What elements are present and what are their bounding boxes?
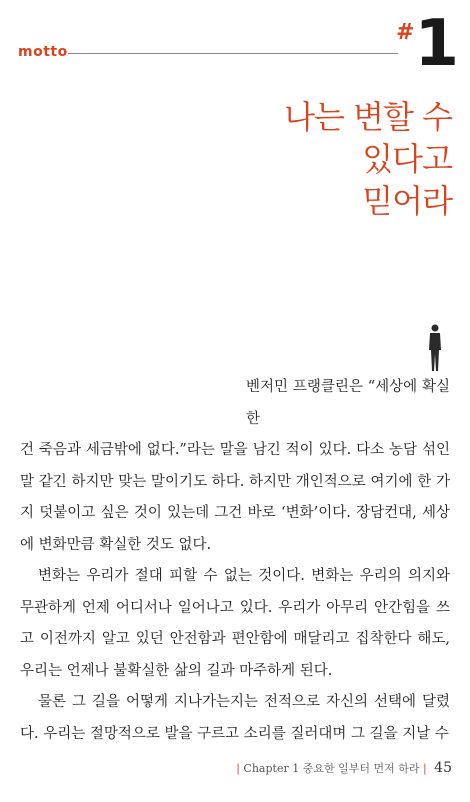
headline-line-2: 있다고 <box>362 140 452 178</box>
hash-mark: # <box>396 20 415 45</box>
paragraph-3: 물론 그 길을 어떻게 지나가는지는 전적으로 자신의 선택에 달렸다. 우리는 절망적으로 발을 구르고 소리를 질러대며 그 길을 지날 수 <box>20 694 450 742</box>
headline <box>284 96 452 222</box>
footer-bar-left: | <box>236 762 240 775</box>
person-silhouette-icon <box>425 324 445 374</box>
page-footer <box>236 760 452 776</box>
paragraph-1-first-line: 벤저민 프랭클린은 “세상에 확실한 <box>246 379 450 427</box>
footer-chapter-text: Chapter 1 중요한 일부터 먼저 하라 <box>243 762 420 775</box>
footer-bar-right: | <box>422 762 427 775</box>
body-text <box>20 372 450 750</box>
paragraph-1-rest: 건 죽음과 세금밖에 없다.”라는 말을 남긴 적이 있다. 다소 농담 섞인 말 같긴 하지만 맞는 말이기도 하다. 하지만 개인적으로 여기에 한 가지 덧붙이고 싶은 것이 있는데 그건 바로 ‘변화’이다. 장담컨대, 세상에 변화만큼 확실한 것도 없다. <box>20 442 450 553</box>
page-number: 45 <box>434 760 452 776</box>
headline-line-3: 믿어라 <box>362 182 452 220</box>
motto-label: motto <box>18 44 68 60</box>
motto-divider <box>68 53 398 54</box>
headline-line-1: 나는 변할 수 <box>284 98 452 136</box>
paragraph-2: 변화는 우리가 절대 피할 수 없는 것이다. 변화는 우리의 의지와 무관하게 언제 어디서나 일어나고 있다. 우리가 아무리 안간힘을 쓰고 이전까지 알고 있던 안전함과 편안함에 매달리고 집착한다 해도, 우리는 언제나 불확실한 삶의 길과 마주하게 된다. <box>20 568 450 679</box>
number: 1 <box>414 7 459 81</box>
chapter-number <box>396 7 459 81</box>
paragraph-1 <box>20 372 450 561</box>
